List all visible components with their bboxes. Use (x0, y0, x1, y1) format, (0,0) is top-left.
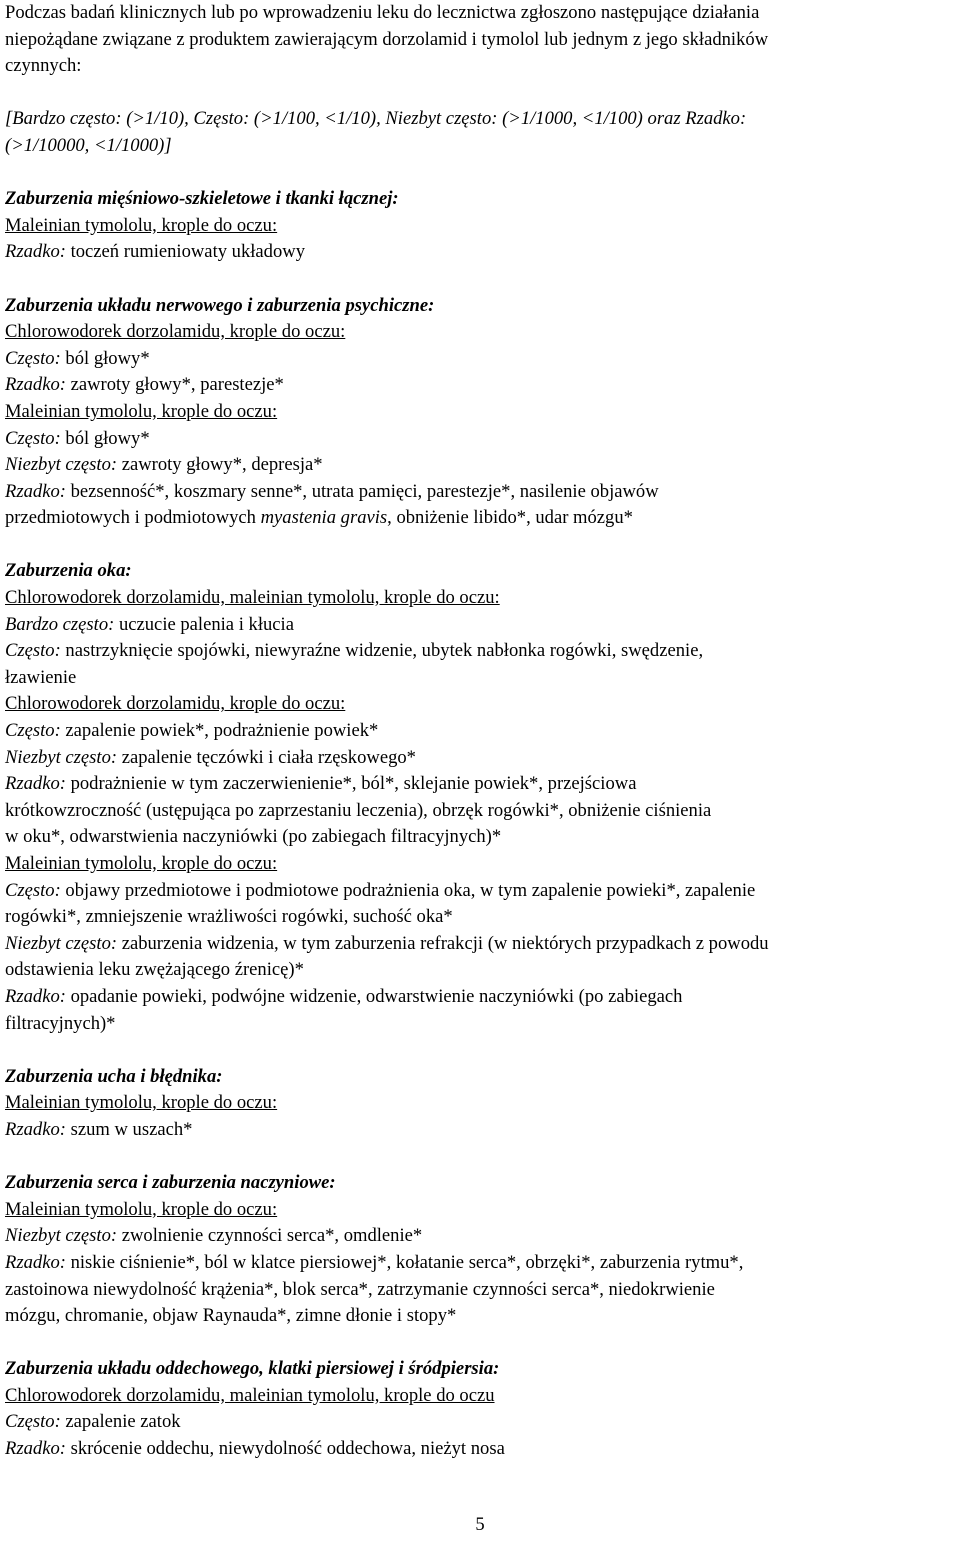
reaction-entry (5, 372, 955, 399)
product-heading: Maleinian tymololu, krople do oczu: (5, 1092, 278, 1114)
reaction-entry (5, 1250, 955, 1277)
document-page (5, 0, 955, 1463)
reaction-entry (5, 1117, 955, 1144)
product-heading: Maleinian tymololu, krople do oczu: (5, 853, 278, 874)
frequency-label: Często: (5, 427, 61, 449)
reaction-continuation (5, 824, 955, 851)
reaction-entry (5, 1223, 955, 1250)
frequency-legend-text: (>1/10000, <1/1000)] (5, 134, 172, 156)
reaction-continuation (5, 1011, 955, 1038)
reaction-entry (5, 239, 955, 266)
intro-text: Podczas badań klinicznych lub po wprowadzeniu leku do lecznictwa zgłoszono następujące działania (5, 2, 760, 23)
reaction-entry (5, 1436, 955, 1463)
reaction-text: opadanie powieki, podwójne widzenie, odwarstwienie naczyniówki (po zabiegach (65, 985, 683, 1007)
reaction-text: rogówki*, zmniejszenie wrażliwości rogówki, suchość oka* (5, 906, 453, 928)
reaction-text: zaburzenia widzenia, w tym zaburzenia refrakcji (w niektórych przypadkach z powodu (117, 932, 769, 954)
reaction-text: nastrzyknięcie spojówki, niewyraźne widzenie, ubytek nabłonka rogówki, swędzenie, (60, 640, 704, 662)
frequency-label: Niezbyt często: (5, 746, 118, 768)
frequency-legend-line (5, 133, 955, 160)
reaction-text: podrażnienie w tym zaczerwienienie*, ból*, sklejanie powiek*, przejściowa (65, 773, 637, 795)
intro-line (5, 27, 955, 54)
reaction-text: zwolnienie czynności serca*, omdlenie* (117, 1225, 423, 1247)
reaction-text: niskie ciśnienie*, ból w klatce piersiowej*, kołatanie serca*, obrzęki*, zaburzenia rytmu*, (65, 1251, 744, 1273)
reaction-text: ból głowy* (60, 427, 150, 449)
reaction-entry (5, 718, 955, 745)
reaction-text: uczucie palenia i kłucia (114, 613, 294, 635)
reaction-continuation (5, 665, 955, 692)
section-heading: Zaburzenia serca i zaburzenia naczyniowe: (5, 1172, 336, 1194)
reaction-text: przedmiotowych i podmiotowych (5, 507, 261, 529)
reaction-text: , obniżenie libido*, udar mózgu* (387, 507, 633, 529)
reaction-entry (5, 931, 955, 958)
frequency-label: Rzadko: (5, 773, 66, 795)
intro-line (5, 0, 955, 27)
intro-text: niepożądane związane z produktem zawierającym dorzolamid i tymolol lub jednym z jego składników (5, 28, 769, 50)
reaction-text: filtracyjnych)* (5, 1012, 116, 1034)
product-heading: Chlorowodorek dorzolamidu, maleinian tymololu, krople do oczu: (5, 587, 500, 609)
reaction-text: krótkowzroczność (ustępująca po zaprzestaniu leczenia), obrzęk rogówki*, obniżenie ciśnienia (5, 799, 712, 821)
frequency-legend-line (5, 106, 955, 133)
reaction-continuation (5, 798, 955, 825)
frequency-label: Rzadko: (5, 241, 66, 263)
frequency-label: Często: (5, 1411, 61, 1433)
reaction-text: skrócenie oddechu, niewydolność oddechowa, nieżyt nosa (65, 1438, 505, 1460)
intro-text: czynnych: (5, 55, 82, 77)
reaction-entry (5, 1409, 955, 1436)
reaction-entry (5, 479, 955, 506)
disease-name: myastenia gravis (260, 507, 388, 529)
frequency-legend-text: [Bardzo często: (>1/10), Często: (>1/100, <1/10), Niezbyt często: (>1/1000, <1/100) oraz Rzadko: (5, 108, 747, 130)
frequency-label: Rzadko: (5, 1438, 66, 1460)
product-heading: Chlorowodorek dorzolamidu, maleinian tymololu, krople do oczu (5, 1384, 495, 1406)
intro-line (5, 53, 955, 80)
product-heading: Maleinian tymololu, krople do oczu: (5, 214, 278, 236)
frequency-label: Rzadko: (5, 480, 66, 502)
frequency-label: Niezbyt często: (5, 932, 118, 954)
page-number: 5 (475, 1514, 485, 1535)
reaction-entry (5, 452, 955, 479)
reaction-continuation (5, 505, 955, 532)
product-heading: Chlorowodorek dorzolamidu, krople do oczu: (5, 321, 346, 343)
section-heading: Zaburzenia układu nerwowego i zaburzenia psychiczne: (5, 294, 435, 316)
reaction-entry (5, 984, 955, 1011)
reaction-entry (5, 771, 955, 798)
frequency-label: Rzadko: (5, 1251, 66, 1273)
product-heading: Maleinian tymololu, krople do oczu: (5, 400, 278, 422)
reaction-text: mózgu, chromanie, objaw Raynauda*, zimne dłonie i stopy* (5, 1305, 457, 1327)
reaction-continuation (5, 957, 955, 984)
section-heading: Zaburzenia oka: (5, 560, 132, 582)
section-heading: Zaburzenia układu oddechowego, klatki piersiowej i śródpiersia: (5, 1358, 500, 1380)
reaction-text: zastoinowa niewydolność krążenia*, blok serca*, zatrzymanie czynności serca*, niedokrwienie (5, 1278, 715, 1300)
frequency-label: Często: (5, 720, 61, 742)
product-heading: Maleinian tymololu, krople do oczu: (5, 1198, 278, 1220)
section-heading: Zaburzenia ucha i błędnika: (5, 1065, 223, 1087)
reaction-text: zapalenie tęczówki i ciała rzęskowego* (117, 746, 416, 768)
reaction-text: w oku*, odwarstwienia naczyniówki (po zabiegach filtracyjnych)* (5, 826, 502, 848)
frequency-label: Rzadko: (5, 1118, 66, 1140)
reaction-entry (5, 638, 955, 665)
reaction-entry (5, 612, 955, 639)
frequency-label: Niezbyt często: (5, 454, 118, 476)
reaction-text: ból głowy* (60, 347, 150, 369)
frequency-label: Rzadko: (5, 374, 66, 396)
reaction-continuation (5, 1277, 955, 1304)
frequency-label: Niezbyt często: (5, 1225, 118, 1247)
frequency-label: Rzadko: (5, 985, 66, 1007)
reaction-entry (5, 878, 955, 905)
frequency-label: Często: (5, 879, 61, 901)
frequency-label: Często: (5, 640, 61, 662)
product-heading: Chlorowodorek dorzolamidu, krople do oczu: (5, 693, 346, 715)
reaction-continuation (5, 1303, 955, 1330)
reaction-text: bezsenność*, koszmary senne*, utrata pamięci, parestezje*, nasilenie objawów (65, 480, 659, 502)
reaction-continuation (5, 904, 955, 931)
section-heading: Zaburzenia mięśniowo-szkieletowe i tkanki łącznej: (5, 188, 399, 210)
reaction-text: zapalenie powiek*, podrażnienie powiek* (60, 720, 379, 742)
reaction-text: łzawienie (5, 666, 77, 688)
frequency-label: Często: (5, 347, 61, 369)
reaction-text: zapalenie zatok (60, 1411, 181, 1433)
reaction-text: szum w uszach* (65, 1118, 193, 1140)
reaction-text: zawroty głowy*, parestezje* (65, 374, 284, 396)
reaction-text: objawy przedmiotowe i podmiotowe podrażnienia oka, w tym zapalenie powieki*, zapalenie (60, 879, 756, 901)
reaction-entry (5, 745, 955, 772)
reaction-text: zawroty głowy*, depresja* (117, 454, 323, 476)
frequency-label: Bardzo często: (5, 613, 115, 635)
reaction-text: odstawienia leku zwężającego źrenicę)* (5, 959, 304, 981)
reaction-entry (5, 346, 955, 373)
reaction-entry (5, 426, 955, 453)
reaction-text: toczeń rumieniowaty układowy (65, 241, 306, 263)
